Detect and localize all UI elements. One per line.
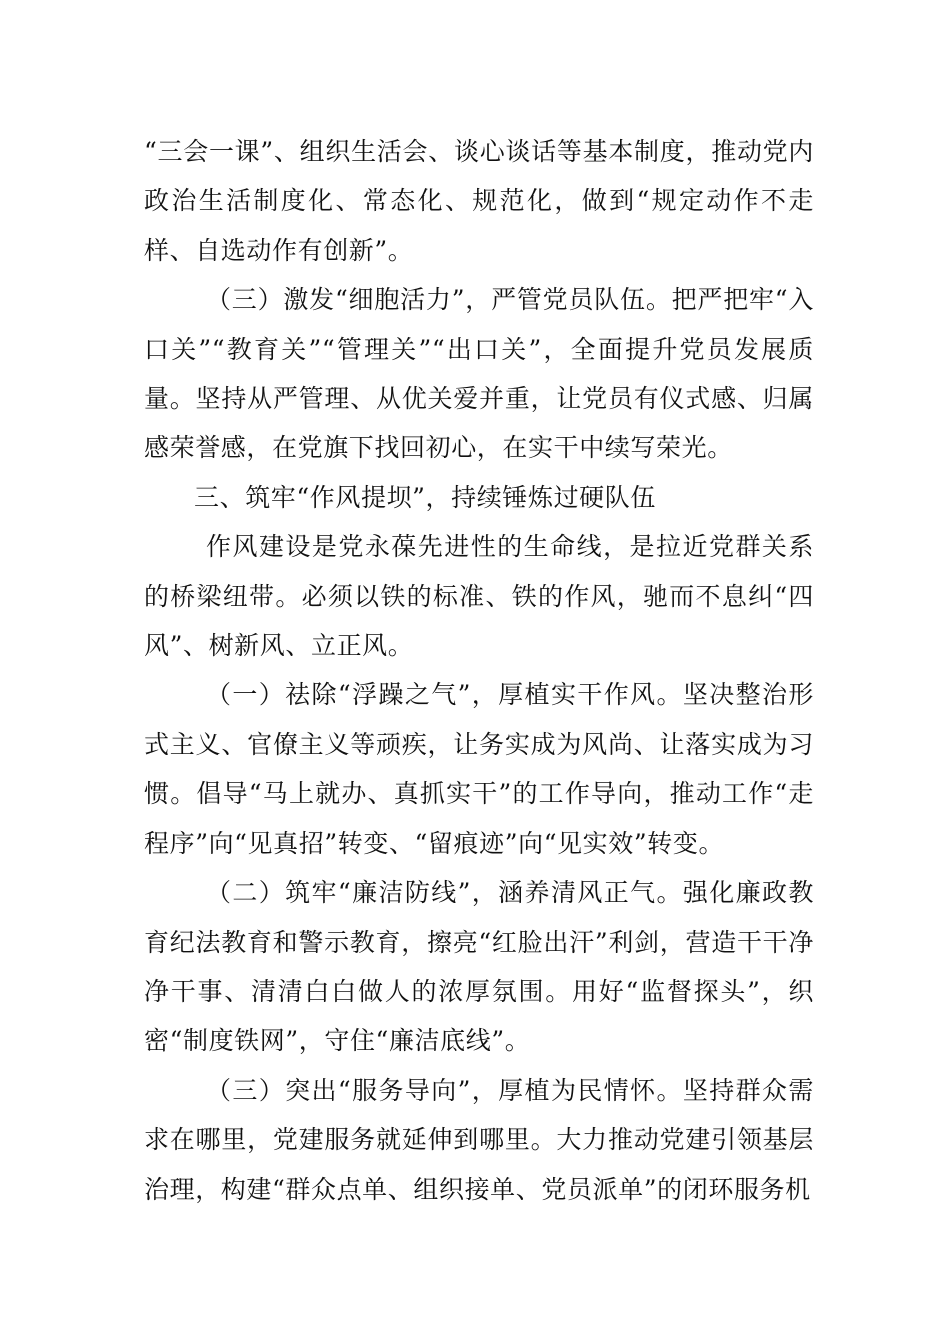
paragraph-integrity: （二）筑牢“廉洁防线”，涵养清风正气。强化廉政教育纪法教育和警示教育，擦亮“红脸出汗”利剑，营造干干净净干事、清清白白做人的浓厚氛围。用好“监督探头”，织密“制度铁网”，守住“廉洁底线”。 (144, 878, 814, 1056)
paragraph-party-member-team: （三）激发“细胞活力”，严管党员队伍。把严把牢“入口关”“教育关”“管理关”“出口关”，全面提升党员发展质量。坚持从严管理、从优关爱并重，让党员有仪式感、归属感荣誉感，在党旗下找回初心，在实干中续写荣光。 (144, 285, 814, 463)
paragraph-work-style-intro: 作风建设是党永葆先进性的生命线，是拉近党群关系的桥梁纽带。必须以铁的标准、铁的作风，驰而不息纠“四风”、树新风、立正风。 (144, 532, 814, 661)
document-body (144, 127, 814, 1214)
paragraph-practical-style: （一）祛除“浮躁之气”，厚植实干作风。坚决整治形式主义、官僚主义等顽疾，让务实成为风尚、让落实成为习惯。倡导“马上就办、真抓实干”的工作导向，推动工作“走程序”向“见真招”转变、“留痕迹”向“见实效”转变。 (144, 680, 814, 858)
paragraph-continuation: “三会一课”、组织生活会、谈心谈话等基本制度，推动党内政治生活制度化、常态化、规范化，做到“规定动作不走样、自选动作有创新”。 (144, 137, 814, 265)
paragraph-service-orientation: （三）突出“服务导向”，厚植为民情怀。坚持群众需求在哪里，党建服务就延伸到哪里。大力推动党建引领基层治理，构建“群众点单、组织接单、党员派单”的闭环服务机 (144, 1075, 814, 1204)
section-heading-3: 三、筑牢“作风提坝”，持续锤炼过硬队伍 (194, 482, 656, 512)
